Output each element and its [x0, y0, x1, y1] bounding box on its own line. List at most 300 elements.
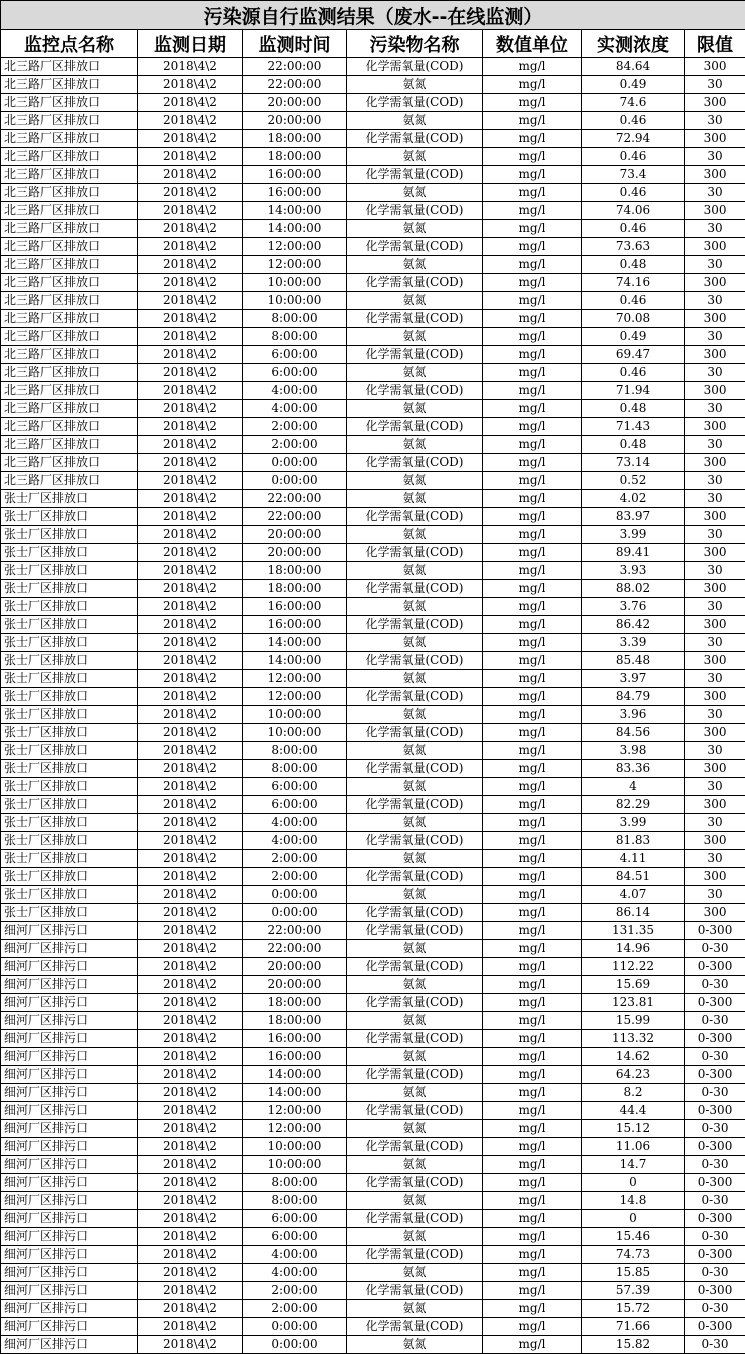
cell-date: 2018\4\2	[138, 508, 243, 526]
cell-site: 北三路厂区排放口	[1, 472, 138, 490]
cell-site: 北三路厂区排放口	[1, 274, 138, 292]
cell-date: 2018\4\2	[138, 454, 243, 472]
cell-time: 6:00:00	[243, 778, 347, 796]
cell-concentration: 15.69	[582, 976, 685, 994]
cell-time: 2:00:00	[243, 850, 347, 868]
cell-unit: mg/l	[483, 1282, 582, 1300]
cell-site: 张士厂区排放口	[1, 580, 138, 598]
table-row	[1, 1030, 745, 1048]
cell-date: 2018\4\2	[138, 688, 243, 706]
cell-unit: mg/l	[483, 904, 582, 922]
cell-limit: 30	[685, 526, 745, 544]
cell-concentration: 0.46	[582, 292, 685, 310]
cell-concentration: 73.4	[582, 166, 685, 184]
cell-unit: mg/l	[483, 436, 582, 454]
cell-date: 2018\4\2	[138, 1246, 243, 1264]
cell-unit: mg/l	[483, 1084, 582, 1102]
cell-limit: 300	[685, 418, 745, 436]
header-limit: 限值	[685, 30, 745, 58]
cell-time: 0:00:00	[243, 472, 347, 490]
cell-concentration: 73.63	[582, 238, 685, 256]
cell-concentration: 0.46	[582, 220, 685, 238]
cell-time: 14:00:00	[243, 634, 347, 652]
cell-site: 北三路厂区排放口	[1, 436, 138, 454]
cell-date: 2018\4\2	[138, 238, 243, 256]
cell-site: 北三路厂区排放口	[1, 220, 138, 238]
cell-time: 12:00:00	[243, 1102, 347, 1120]
cell-site: 北三路厂区排放口	[1, 310, 138, 328]
table-row	[1, 1102, 745, 1120]
cell-concentration: 113.32	[582, 1030, 685, 1048]
cell-site: 细河厂区排污口	[1, 1336, 138, 1354]
cell-pollutant: 化学需氧量(COD)	[347, 1066, 483, 1084]
cell-limit: 300	[685, 382, 745, 400]
cell-limit: 300	[685, 832, 745, 850]
cell-time: 10:00:00	[243, 1138, 347, 1156]
cell-date: 2018\4\2	[138, 58, 243, 76]
table-row	[1, 130, 745, 148]
cell-limit: 0-300	[685, 922, 745, 940]
table-row	[1, 238, 745, 256]
cell-date: 2018\4\2	[138, 616, 243, 634]
cell-unit: mg/l	[483, 382, 582, 400]
cell-limit: 30	[685, 220, 745, 238]
table-row	[1, 760, 745, 778]
cell-limit: 30	[685, 364, 745, 382]
cell-pollutant: 化学需氧量(COD)	[347, 1282, 483, 1300]
cell-unit: mg/l	[483, 166, 582, 184]
cell-site: 细河厂区排污口	[1, 1300, 138, 1318]
cell-limit: 30	[685, 292, 745, 310]
cell-unit: mg/l	[483, 886, 582, 904]
cell-date: 2018\4\2	[138, 814, 243, 832]
cell-pollutant: 氨氮	[347, 490, 483, 508]
cell-date: 2018\4\2	[138, 778, 243, 796]
cell-site: 细河厂区排污口	[1, 1246, 138, 1264]
cell-site: 北三路厂区排放口	[1, 256, 138, 274]
cell-site: 细河厂区排污口	[1, 1066, 138, 1084]
cell-unit: mg/l	[483, 76, 582, 94]
table-row	[1, 202, 745, 220]
cell-pollutant: 化学需氧量(COD)	[347, 760, 483, 778]
cell-time: 6:00:00	[243, 1210, 347, 1228]
cell-time: 6:00:00	[243, 1228, 347, 1246]
cell-pollutant: 化学需氧量(COD)	[347, 508, 483, 526]
cell-unit: mg/l	[483, 598, 582, 616]
cell-date: 2018\4\2	[138, 400, 243, 418]
cell-pollutant: 氨氮	[347, 220, 483, 238]
cell-limit: 30	[685, 490, 745, 508]
cell-limit: 0-300	[685, 1246, 745, 1264]
cell-pollutant: 氨氮	[347, 1156, 483, 1174]
cell-concentration: 74.6	[582, 94, 685, 112]
cell-date: 2018\4\2	[138, 652, 243, 670]
cell-pollutant: 氨氮	[347, 526, 483, 544]
cell-date: 2018\4\2	[138, 994, 243, 1012]
cell-concentration: 88.02	[582, 580, 685, 598]
table-row	[1, 1300, 745, 1318]
table-row	[1, 688, 745, 706]
cell-pollutant: 氨氮	[347, 112, 483, 130]
table-body	[1, 58, 745, 1354]
cell-site: 北三路厂区排放口	[1, 328, 138, 346]
cell-unit: mg/l	[483, 310, 582, 328]
cell-limit: 30	[685, 472, 745, 490]
cell-time: 18:00:00	[243, 130, 347, 148]
cell-concentration: 83.97	[582, 508, 685, 526]
cell-limit: 300	[685, 454, 745, 472]
cell-time: 2:00:00	[243, 418, 347, 436]
cell-unit: mg/l	[483, 1156, 582, 1174]
cell-date: 2018\4\2	[138, 760, 243, 778]
cell-limit: 30	[685, 562, 745, 580]
cell-time: 10:00:00	[243, 292, 347, 310]
cell-date: 2018\4\2	[138, 922, 243, 940]
table-row	[1, 922, 745, 940]
cell-time: 14:00:00	[243, 202, 347, 220]
cell-pollutant: 氨氮	[347, 472, 483, 490]
cell-limit: 300	[685, 544, 745, 562]
cell-time: 6:00:00	[243, 346, 347, 364]
cell-pollutant: 化学需氧量(COD)	[347, 310, 483, 328]
cell-time: 8:00:00	[243, 742, 347, 760]
cell-site: 张士厂区排放口	[1, 814, 138, 832]
cell-time: 8:00:00	[243, 760, 347, 778]
cell-site: 张士厂区排放口	[1, 598, 138, 616]
table-row	[1, 454, 745, 472]
cell-date: 2018\4\2	[138, 1138, 243, 1156]
cell-site: 张士厂区排放口	[1, 490, 138, 508]
cell-date: 2018\4\2	[138, 1174, 243, 1192]
cell-site: 细河厂区排污口	[1, 1138, 138, 1156]
table-row	[1, 1282, 745, 1300]
cell-time: 22:00:00	[243, 490, 347, 508]
cell-site: 细河厂区排污口	[1, 1048, 138, 1066]
cell-concentration: 4.02	[582, 490, 685, 508]
cell-site: 张士厂区排放口	[1, 886, 138, 904]
cell-site: 张士厂区排放口	[1, 670, 138, 688]
cell-pollutant: 化学需氧量(COD)	[347, 1210, 483, 1228]
cell-unit: mg/l	[483, 850, 582, 868]
cell-pollutant: 氨氮	[347, 850, 483, 868]
table-row	[1, 778, 745, 796]
cell-date: 2018\4\2	[138, 1264, 243, 1282]
cell-concentration: 84.51	[582, 868, 685, 886]
cell-limit: 0-30	[685, 1120, 745, 1138]
cell-date: 2018\4\2	[138, 274, 243, 292]
cell-time: 6:00:00	[243, 364, 347, 382]
cell-unit: mg/l	[483, 634, 582, 652]
cell-date: 2018\4\2	[138, 940, 243, 958]
cell-unit: mg/l	[483, 1030, 582, 1048]
cell-unit: mg/l	[483, 652, 582, 670]
cell-pollutant: 氨氮	[347, 1084, 483, 1102]
cell-site: 细河厂区排污口	[1, 1102, 138, 1120]
cell-pollutant: 化学需氧量(COD)	[347, 724, 483, 742]
cell-concentration: 123.81	[582, 994, 685, 1012]
cell-site: 细河厂区排污口	[1, 1318, 138, 1336]
cell-pollutant: 化学需氧量(COD)	[347, 922, 483, 940]
cell-concentration: 81.83	[582, 832, 685, 850]
cell-unit: mg/l	[483, 364, 582, 382]
table-row	[1, 832, 745, 850]
cell-limit: 30	[685, 76, 745, 94]
cell-unit: mg/l	[483, 1300, 582, 1318]
cell-time: 22:00:00	[243, 940, 347, 958]
table-row	[1, 148, 745, 166]
cell-limit: 0-30	[685, 1156, 745, 1174]
cell-pollutant: 化学需氧量(COD)	[347, 94, 483, 112]
cell-site: 北三路厂区排放口	[1, 454, 138, 472]
cell-concentration: 15.46	[582, 1228, 685, 1246]
cell-pollutant: 氨氮	[347, 184, 483, 202]
cell-time: 14:00:00	[243, 1066, 347, 1084]
cell-time: 8:00:00	[243, 1174, 347, 1192]
cell-concentration: 0.46	[582, 184, 685, 202]
cell-date: 2018\4\2	[138, 292, 243, 310]
cell-time: 6:00:00	[243, 796, 347, 814]
table-row	[1, 310, 745, 328]
cell-time: 22:00:00	[243, 76, 347, 94]
cell-time: 16:00:00	[243, 166, 347, 184]
cell-unit: mg/l	[483, 1210, 582, 1228]
table-row	[1, 436, 745, 454]
cell-limit: 300	[685, 652, 745, 670]
cell-date: 2018\4\2	[138, 1102, 243, 1120]
cell-concentration: 44.4	[582, 1102, 685, 1120]
cell-concentration: 14.62	[582, 1048, 685, 1066]
cell-site: 北三路厂区排放口	[1, 112, 138, 130]
cell-site: 细河厂区排污口	[1, 1120, 138, 1138]
cell-unit: mg/l	[483, 760, 582, 778]
cell-limit: 30	[685, 742, 745, 760]
cell-concentration: 0	[582, 1210, 685, 1228]
cell-unit: mg/l	[483, 1318, 582, 1336]
cell-site: 张士厂区排放口	[1, 796, 138, 814]
cell-limit: 30	[685, 598, 745, 616]
cell-unit: mg/l	[483, 1264, 582, 1282]
cell-date: 2018\4\2	[138, 436, 243, 454]
cell-unit: mg/l	[483, 814, 582, 832]
cell-concentration: 64.23	[582, 1066, 685, 1084]
cell-pollutant: 化学需氧量(COD)	[347, 994, 483, 1012]
cell-limit: 300	[685, 580, 745, 598]
cell-time: 16:00:00	[243, 598, 347, 616]
cell-concentration: 15.12	[582, 1120, 685, 1138]
cell-pollutant: 化学需氧量(COD)	[347, 1246, 483, 1264]
cell-concentration: 3.98	[582, 742, 685, 760]
table-row	[1, 112, 745, 130]
table-row	[1, 364, 745, 382]
cell-concentration: 84.79	[582, 688, 685, 706]
cell-concentration: 4.11	[582, 850, 685, 868]
cell-pollutant: 氨氮	[347, 436, 483, 454]
table-row	[1, 670, 745, 688]
table-row	[1, 94, 745, 112]
cell-time: 16:00:00	[243, 1048, 347, 1066]
cell-site: 细河厂区排污口	[1, 1264, 138, 1282]
cell-unit: mg/l	[483, 922, 582, 940]
cell-time: 0:00:00	[243, 904, 347, 922]
cell-site: 北三路厂区排放口	[1, 400, 138, 418]
table-row	[1, 58, 745, 76]
cell-unit: mg/l	[483, 1336, 582, 1354]
table-row	[1, 382, 745, 400]
cell-unit: mg/l	[483, 238, 582, 256]
cell-concentration: 4	[582, 778, 685, 796]
cell-unit: mg/l	[483, 130, 582, 148]
cell-pollutant: 化学需氧量(COD)	[347, 454, 483, 472]
cell-date: 2018\4\2	[138, 310, 243, 328]
cell-concentration: 112.22	[582, 958, 685, 976]
cell-pollutant: 化学需氧量(COD)	[347, 346, 483, 364]
cell-date: 2018\4\2	[138, 490, 243, 508]
cell-date: 2018\4\2	[138, 904, 243, 922]
cell-pollutant: 化学需氧量(COD)	[347, 418, 483, 436]
cell-site: 北三路厂区排放口	[1, 238, 138, 256]
cell-time: 12:00:00	[243, 670, 347, 688]
cell-time: 20:00:00	[243, 958, 347, 976]
table-row	[1, 76, 745, 94]
cell-concentration: 15.85	[582, 1264, 685, 1282]
cell-pollutant: 化学需氧量(COD)	[347, 382, 483, 400]
cell-pollutant: 化学需氧量(COD)	[347, 202, 483, 220]
table-row	[1, 526, 745, 544]
cell-limit: 300	[685, 688, 745, 706]
cell-pollutant: 氨氮	[347, 814, 483, 832]
cell-concentration: 0.48	[582, 400, 685, 418]
cell-limit: 0-30	[685, 1048, 745, 1066]
cell-unit: mg/l	[483, 940, 582, 958]
cell-limit: 30	[685, 436, 745, 454]
cell-site: 张士厂区排放口	[1, 562, 138, 580]
table-row	[1, 1210, 745, 1228]
cell-date: 2018\4\2	[138, 418, 243, 436]
cell-limit: 30	[685, 814, 745, 832]
cell-date: 2018\4\2	[138, 346, 243, 364]
cell-site: 细河厂区排污口	[1, 1012, 138, 1030]
cell-limit: 0-30	[685, 1084, 745, 1102]
cell-concentration: 71.66	[582, 1318, 685, 1336]
header-site: 监控点名称	[1, 30, 138, 58]
cell-date: 2018\4\2	[138, 166, 243, 184]
cell-time: 4:00:00	[243, 1264, 347, 1282]
table-row	[1, 616, 745, 634]
cell-concentration: 71.94	[582, 382, 685, 400]
cell-date: 2018\4\2	[138, 112, 243, 130]
cell-date: 2018\4\2	[138, 1030, 243, 1048]
cell-limit: 30	[685, 634, 745, 652]
cell-pollutant: 化学需氧量(COD)	[347, 274, 483, 292]
cell-concentration: 71.43	[582, 418, 685, 436]
cell-site: 北三路厂区排放口	[1, 184, 138, 202]
cell-site: 细河厂区排污口	[1, 1174, 138, 1192]
cell-pollutant: 化学需氧量(COD)	[347, 868, 483, 886]
cell-limit: 0-30	[685, 1228, 745, 1246]
cell-time: 12:00:00	[243, 1120, 347, 1138]
cell-limit: 300	[685, 508, 745, 526]
cell-time: 20:00:00	[243, 976, 347, 994]
cell-pollutant: 氨氮	[347, 1120, 483, 1138]
cell-site: 张士厂区排放口	[1, 832, 138, 850]
cell-site: 张士厂区排放口	[1, 850, 138, 868]
cell-unit: mg/l	[483, 418, 582, 436]
table-row	[1, 1048, 745, 1066]
cell-pollutant: 化学需氧量(COD)	[347, 238, 483, 256]
cell-site: 细河厂区排污口	[1, 1282, 138, 1300]
cell-concentration: 70.08	[582, 310, 685, 328]
table-row	[1, 958, 745, 976]
cell-time: 20:00:00	[243, 94, 347, 112]
cell-time: 16:00:00	[243, 1030, 347, 1048]
cell-date: 2018\4\2	[138, 526, 243, 544]
cell-unit: mg/l	[483, 346, 582, 364]
cell-pollutant: 化学需氧量(COD)	[347, 1030, 483, 1048]
cell-limit: 300	[685, 346, 745, 364]
header-pollutant: 污染物名称	[347, 30, 483, 58]
cell-time: 8:00:00	[243, 1192, 347, 1210]
cell-date: 2018\4\2	[138, 94, 243, 112]
table-title: 污染源自行监测结果（废水--在线监测）	[1, 1, 745, 30]
cell-unit: mg/l	[483, 490, 582, 508]
cell-concentration: 15.99	[582, 1012, 685, 1030]
cell-limit: 0-300	[685, 1066, 745, 1084]
cell-site: 细河厂区排污口	[1, 994, 138, 1012]
header-concentration: 实测浓度	[582, 30, 685, 58]
table-row	[1, 940, 745, 958]
cell-limit: 30	[685, 112, 745, 130]
cell-date: 2018\4\2	[138, 886, 243, 904]
cell-concentration: 74.06	[582, 202, 685, 220]
cell-site: 北三路厂区排放口	[1, 94, 138, 112]
cell-unit: mg/l	[483, 1048, 582, 1066]
cell-limit: 300	[685, 238, 745, 256]
table-row	[1, 562, 745, 580]
cell-limit: 0-300	[685, 1282, 745, 1300]
cell-unit: mg/l	[483, 526, 582, 544]
cell-limit: 300	[685, 166, 745, 184]
header-row	[1, 30, 745, 58]
cell-limit: 30	[685, 778, 745, 796]
cell-pollutant: 化学需氧量(COD)	[347, 832, 483, 850]
cell-site: 细河厂区排污口	[1, 1228, 138, 1246]
cell-pollutant: 氨氮	[347, 1228, 483, 1246]
cell-limit: 30	[685, 148, 745, 166]
cell-site: 北三路厂区排放口	[1, 148, 138, 166]
cell-unit: mg/l	[483, 616, 582, 634]
cell-concentration: 0.52	[582, 472, 685, 490]
cell-date: 2018\4\2	[138, 634, 243, 652]
cell-time: 16:00:00	[243, 616, 347, 634]
cell-time: 4:00:00	[243, 832, 347, 850]
cell-site: 细河厂区排污口	[1, 1192, 138, 1210]
table-row	[1, 886, 745, 904]
cell-limit: 0-300	[685, 994, 745, 1012]
cell-date: 2018\4\2	[138, 1210, 243, 1228]
cell-unit: mg/l	[483, 562, 582, 580]
cell-unit: mg/l	[483, 1192, 582, 1210]
cell-unit: mg/l	[483, 94, 582, 112]
cell-unit: mg/l	[483, 544, 582, 562]
table-row	[1, 1318, 745, 1336]
cell-time: 22:00:00	[243, 922, 347, 940]
header-time: 监测时间	[243, 30, 347, 58]
cell-unit: mg/l	[483, 688, 582, 706]
table-row	[1, 544, 745, 562]
cell-site: 张士厂区排放口	[1, 616, 138, 634]
cell-date: 2018\4\2	[138, 832, 243, 850]
cell-unit: mg/l	[483, 256, 582, 274]
